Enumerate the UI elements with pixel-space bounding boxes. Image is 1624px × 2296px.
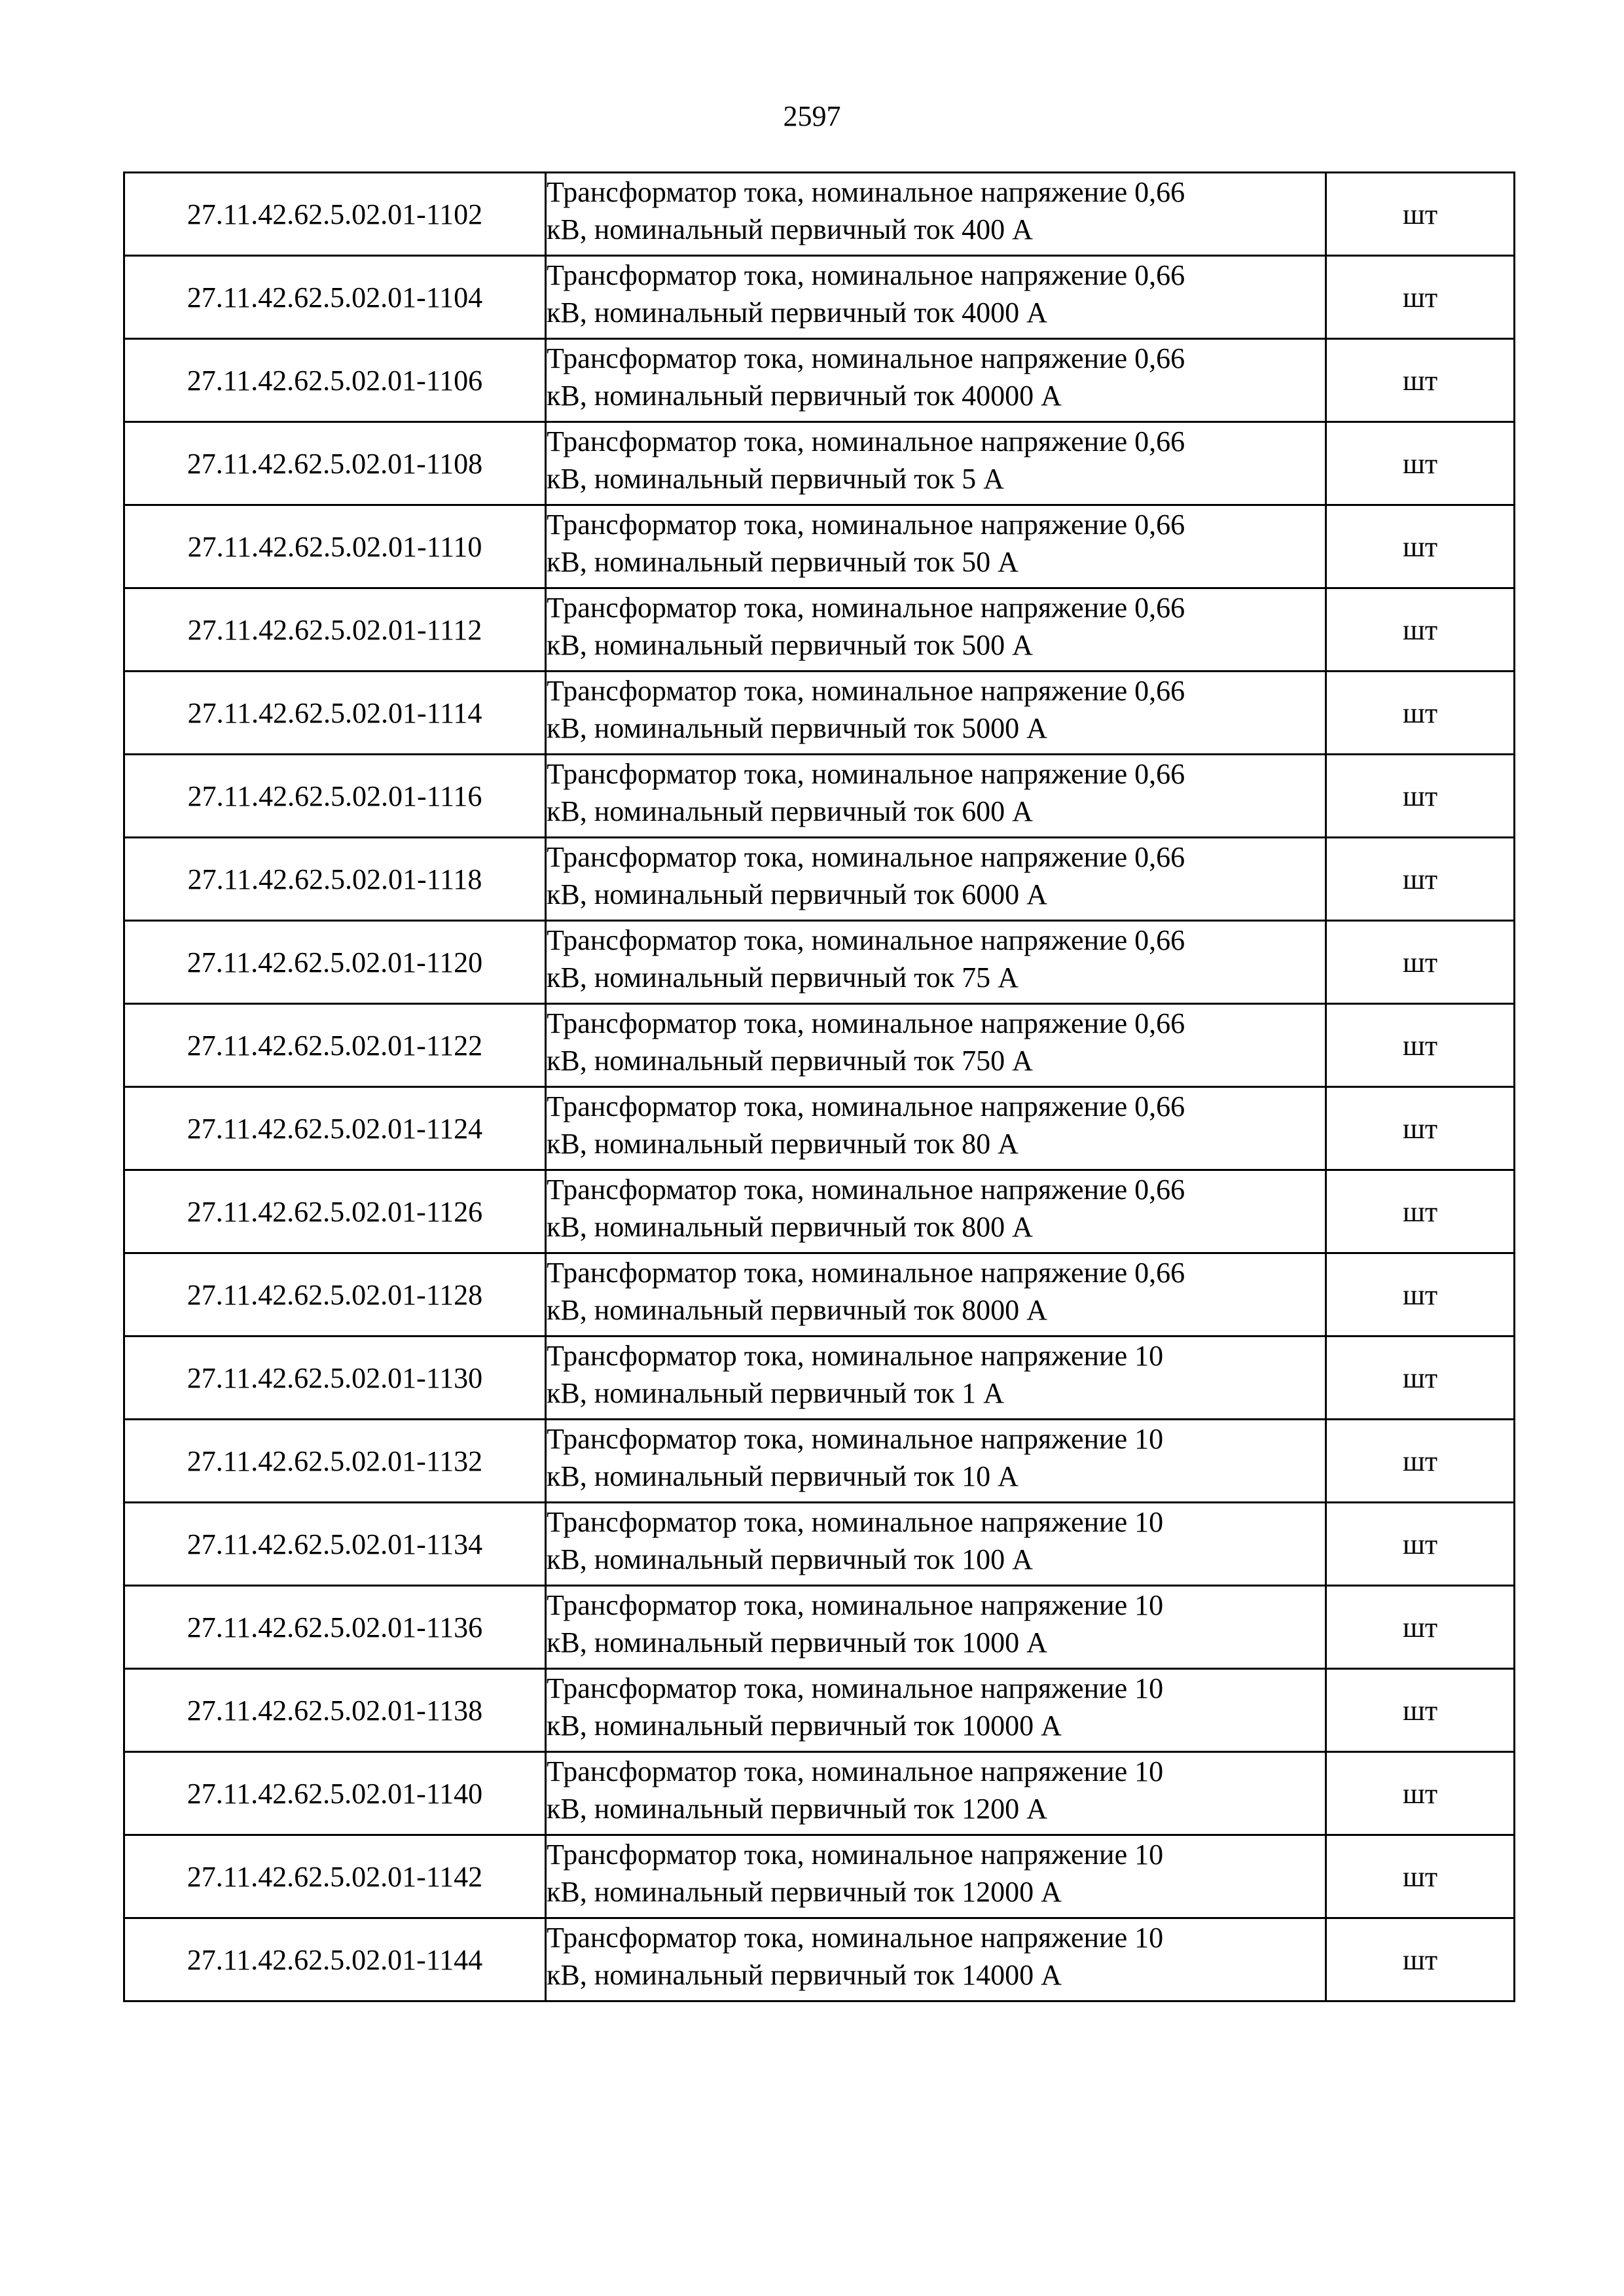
item-unit: шт [1326,1752,1515,1835]
description-line: Трансформатор тока, номинальное напряжение 0,66 [547,1090,1185,1122]
description-line: Трансформатор тока, номинальное напряжение 0,66 [547,425,1185,457]
description-line: кВ, номинальный первичный ток 1 А [547,1377,1004,1409]
description-line: кВ, номинальный первичный ток 80 А [547,1128,1019,1160]
item-unit: шт [1326,1004,1515,1087]
item-description [546,588,1326,672]
table-row [124,838,1515,921]
table-row [124,1253,1515,1336]
item-code: 27.11.42.62.5.02.01-1116 [124,755,546,838]
item-description [546,256,1326,339]
item-description [546,1336,1326,1420]
item-unit: шт [1326,1835,1515,1918]
item-description [546,1586,1326,1669]
table-row [124,173,1515,256]
description-line: кВ, номинальный первичный ток 600 А [547,795,1033,827]
item-description [546,1669,1326,1752]
description-line: кВ, номинальный первичный ток 8000 А [547,1294,1047,1326]
table-row [124,1503,1515,1586]
description-line: Трансформатор тока, номинальное напряжение 10 [547,1922,1164,1954]
description-line: кВ, номинальный первичный ток 4000 А [547,296,1047,329]
item-description [546,1835,1326,1918]
description-line: Трансформатор тока, номинальное напряжение 0,66 [547,1007,1185,1039]
item-unit: шт [1326,1503,1515,1586]
item-unit: шт [1326,672,1515,755]
item-description [546,1004,1326,1087]
item-unit: шт [1326,422,1515,505]
item-code: 27.11.42.62.5.02.01-1114 [124,672,546,755]
item-unit: шт [1326,1420,1515,1503]
description-line: Трансформатор тока, номинальное напряжение 0,66 [547,259,1185,291]
table-row [124,588,1515,672]
item-description [546,1918,1326,2001]
table-row [124,672,1515,755]
table-row [124,339,1515,422]
description-line: Трансформатор тока, номинальное напряжение 0,66 [547,841,1185,873]
description-line: Трансформатор тока, номинальное напряжение 0,66 [547,924,1185,956]
description-line: Трансформатор тока, номинальное напряжение 0,66 [547,1257,1185,1289]
item-description [546,1503,1326,1586]
items-table [123,171,1515,2002]
description-line: Трансформатор тока, номинальное напряжение 0,66 [547,509,1185,541]
item-description [546,422,1326,505]
description-line: Трансформатор тока, номинальное напряжение 10 [547,1340,1164,1372]
description-line: кВ, номинальный первичный ток 400 А [547,213,1033,245]
table-row [124,1752,1515,1835]
table-row [124,1170,1515,1253]
description-line: кВ, номинальный первичный ток 800 А [547,1211,1033,1243]
description-line: кВ, номинальный первичный ток 1200 А [547,1793,1047,1825]
description-line: Трансформатор тока, номинальное напряжение 0,66 [547,675,1185,707]
item-unit: шт [1326,1170,1515,1253]
item-unit: шт [1326,1669,1515,1752]
item-code: 27.11.42.62.5.02.01-1106 [124,339,546,422]
table-row [124,1087,1515,1170]
item-code: 27.11.42.62.5.02.01-1124 [124,1087,546,1170]
item-unit: шт [1326,838,1515,921]
item-code: 27.11.42.62.5.02.01-1140 [124,1752,546,1835]
page-number: 2597 [783,100,841,132]
description-line: Трансформатор тока, номинальное напряжение 0,66 [547,758,1185,790]
item-code: 27.11.42.62.5.02.01-1134 [124,1503,546,1586]
description-line: кВ, номинальный первичный ток 750 А [547,1045,1033,1077]
item-code: 27.11.42.62.5.02.01-1142 [124,1835,546,1918]
table-row [124,921,1515,1004]
description-line: Трансформатор тока, номинальное напряжение 10 [547,1423,1164,1455]
description-line: кВ, номинальный первичный ток 14000 А [547,1959,1062,1991]
table-row [124,1918,1515,2001]
description-line: Трансформатор тока, номинальное напряжение 0,66 [547,592,1185,624]
item-description [546,838,1326,921]
description-line: кВ, номинальный первичный ток 6000 А [547,878,1047,910]
table-row [124,1004,1515,1087]
table-row [124,755,1515,838]
item-unit: шт [1326,505,1515,588]
item-unit: шт [1326,1586,1515,1669]
item-code: 27.11.42.62.5.02.01-1144 [124,1918,546,2001]
description-line: кВ, номинальный первичный ток 40000 А [547,380,1062,412]
table-row [124,422,1515,505]
item-code: 27.11.42.62.5.02.01-1104 [124,256,546,339]
description-line: Трансформатор тока, номинальное напряжение 10 [547,1672,1164,1704]
description-line: кВ, номинальный первичный ток 1000 А [547,1626,1047,1659]
item-code: 27.11.42.62.5.02.01-1110 [124,505,546,588]
item-description [546,1253,1326,1336]
description-line: Трансформатор тока, номинальное напряжение 0,66 [547,1174,1185,1206]
item-code: 27.11.42.62.5.02.01-1118 [124,838,546,921]
item-unit: шт [1326,588,1515,672]
item-description [546,921,1326,1004]
item-description [546,1087,1326,1170]
item-unit: шт [1326,339,1515,422]
description-line: Трансформатор тока, номинальное напряжение 10 [547,1506,1164,1538]
item-code: 27.11.42.62.5.02.01-1120 [124,921,546,1004]
description-line: Трансформатор тока, номинальное напряжение 0,66 [547,342,1185,374]
item-code: 27.11.42.62.5.02.01-1126 [124,1170,546,1253]
table-row [124,1586,1515,1669]
description-line: Трансформатор тока, номинальное напряжение 0,66 [547,176,1185,208]
description-line: кВ, номинальный первичный ток 100 А [547,1543,1033,1575]
item-code: 27.11.42.62.5.02.01-1136 [124,1586,546,1669]
description-line: кВ, номинальный первичный ток 75 А [547,961,1019,994]
description-line: кВ, номинальный первичный ток 10 А [547,1460,1019,1492]
item-code: 27.11.42.62.5.02.01-1122 [124,1004,546,1087]
item-unit: шт [1326,173,1515,256]
item-description [546,505,1326,588]
item-code: 27.11.42.62.5.02.01-1132 [124,1420,546,1503]
item-description [546,1420,1326,1503]
item-unit: шт [1326,1087,1515,1170]
description-line: кВ, номинальный первичный ток 12000 А [547,1876,1062,1908]
table-row [124,256,1515,339]
item-code: 27.11.42.62.5.02.01-1138 [124,1669,546,1752]
item-unit: шт [1326,256,1515,339]
table-row [124,505,1515,588]
table-row [124,1420,1515,1503]
description-line: кВ, номинальный первичный ток 5000 А [547,712,1047,744]
item-code: 27.11.42.62.5.02.01-1128 [124,1253,546,1336]
item-description [546,755,1326,838]
table-row [124,1835,1515,1918]
description-line: Трансформатор тока, номинальное напряжение 10 [547,1589,1164,1621]
item-code: 27.11.42.62.5.02.01-1112 [124,588,546,672]
item-code: 27.11.42.62.5.02.01-1108 [124,422,546,505]
table-row [124,1336,1515,1420]
item-code: 27.11.42.62.5.02.01-1130 [124,1336,546,1420]
description-line: Трансформатор тока, номинальное напряжение 10 [547,1839,1164,1871]
description-line: Трансформатор тока, номинальное напряжение 10 [547,1755,1164,1787]
description-line: кВ, номинальный первичный ток 5 А [547,463,1004,495]
description-line: кВ, номинальный первичный ток 500 А [547,629,1033,661]
item-unit: шт [1326,1336,1515,1420]
item-description [546,1170,1326,1253]
description-line: кВ, номинальный первичный ток 50 А [547,546,1019,578]
item-unit: шт [1326,921,1515,1004]
item-description [546,173,1326,256]
item-description [546,1752,1326,1835]
item-description [546,672,1326,755]
item-unit: шт [1326,755,1515,838]
item-unit: шт [1326,1918,1515,2001]
table-row [124,1669,1515,1752]
description-line: кВ, номинальный первичный ток 10000 А [547,1710,1062,1742]
item-unit: шт [1326,1253,1515,1336]
item-description [546,339,1326,422]
item-code: 27.11.42.62.5.02.01-1102 [124,173,546,256]
